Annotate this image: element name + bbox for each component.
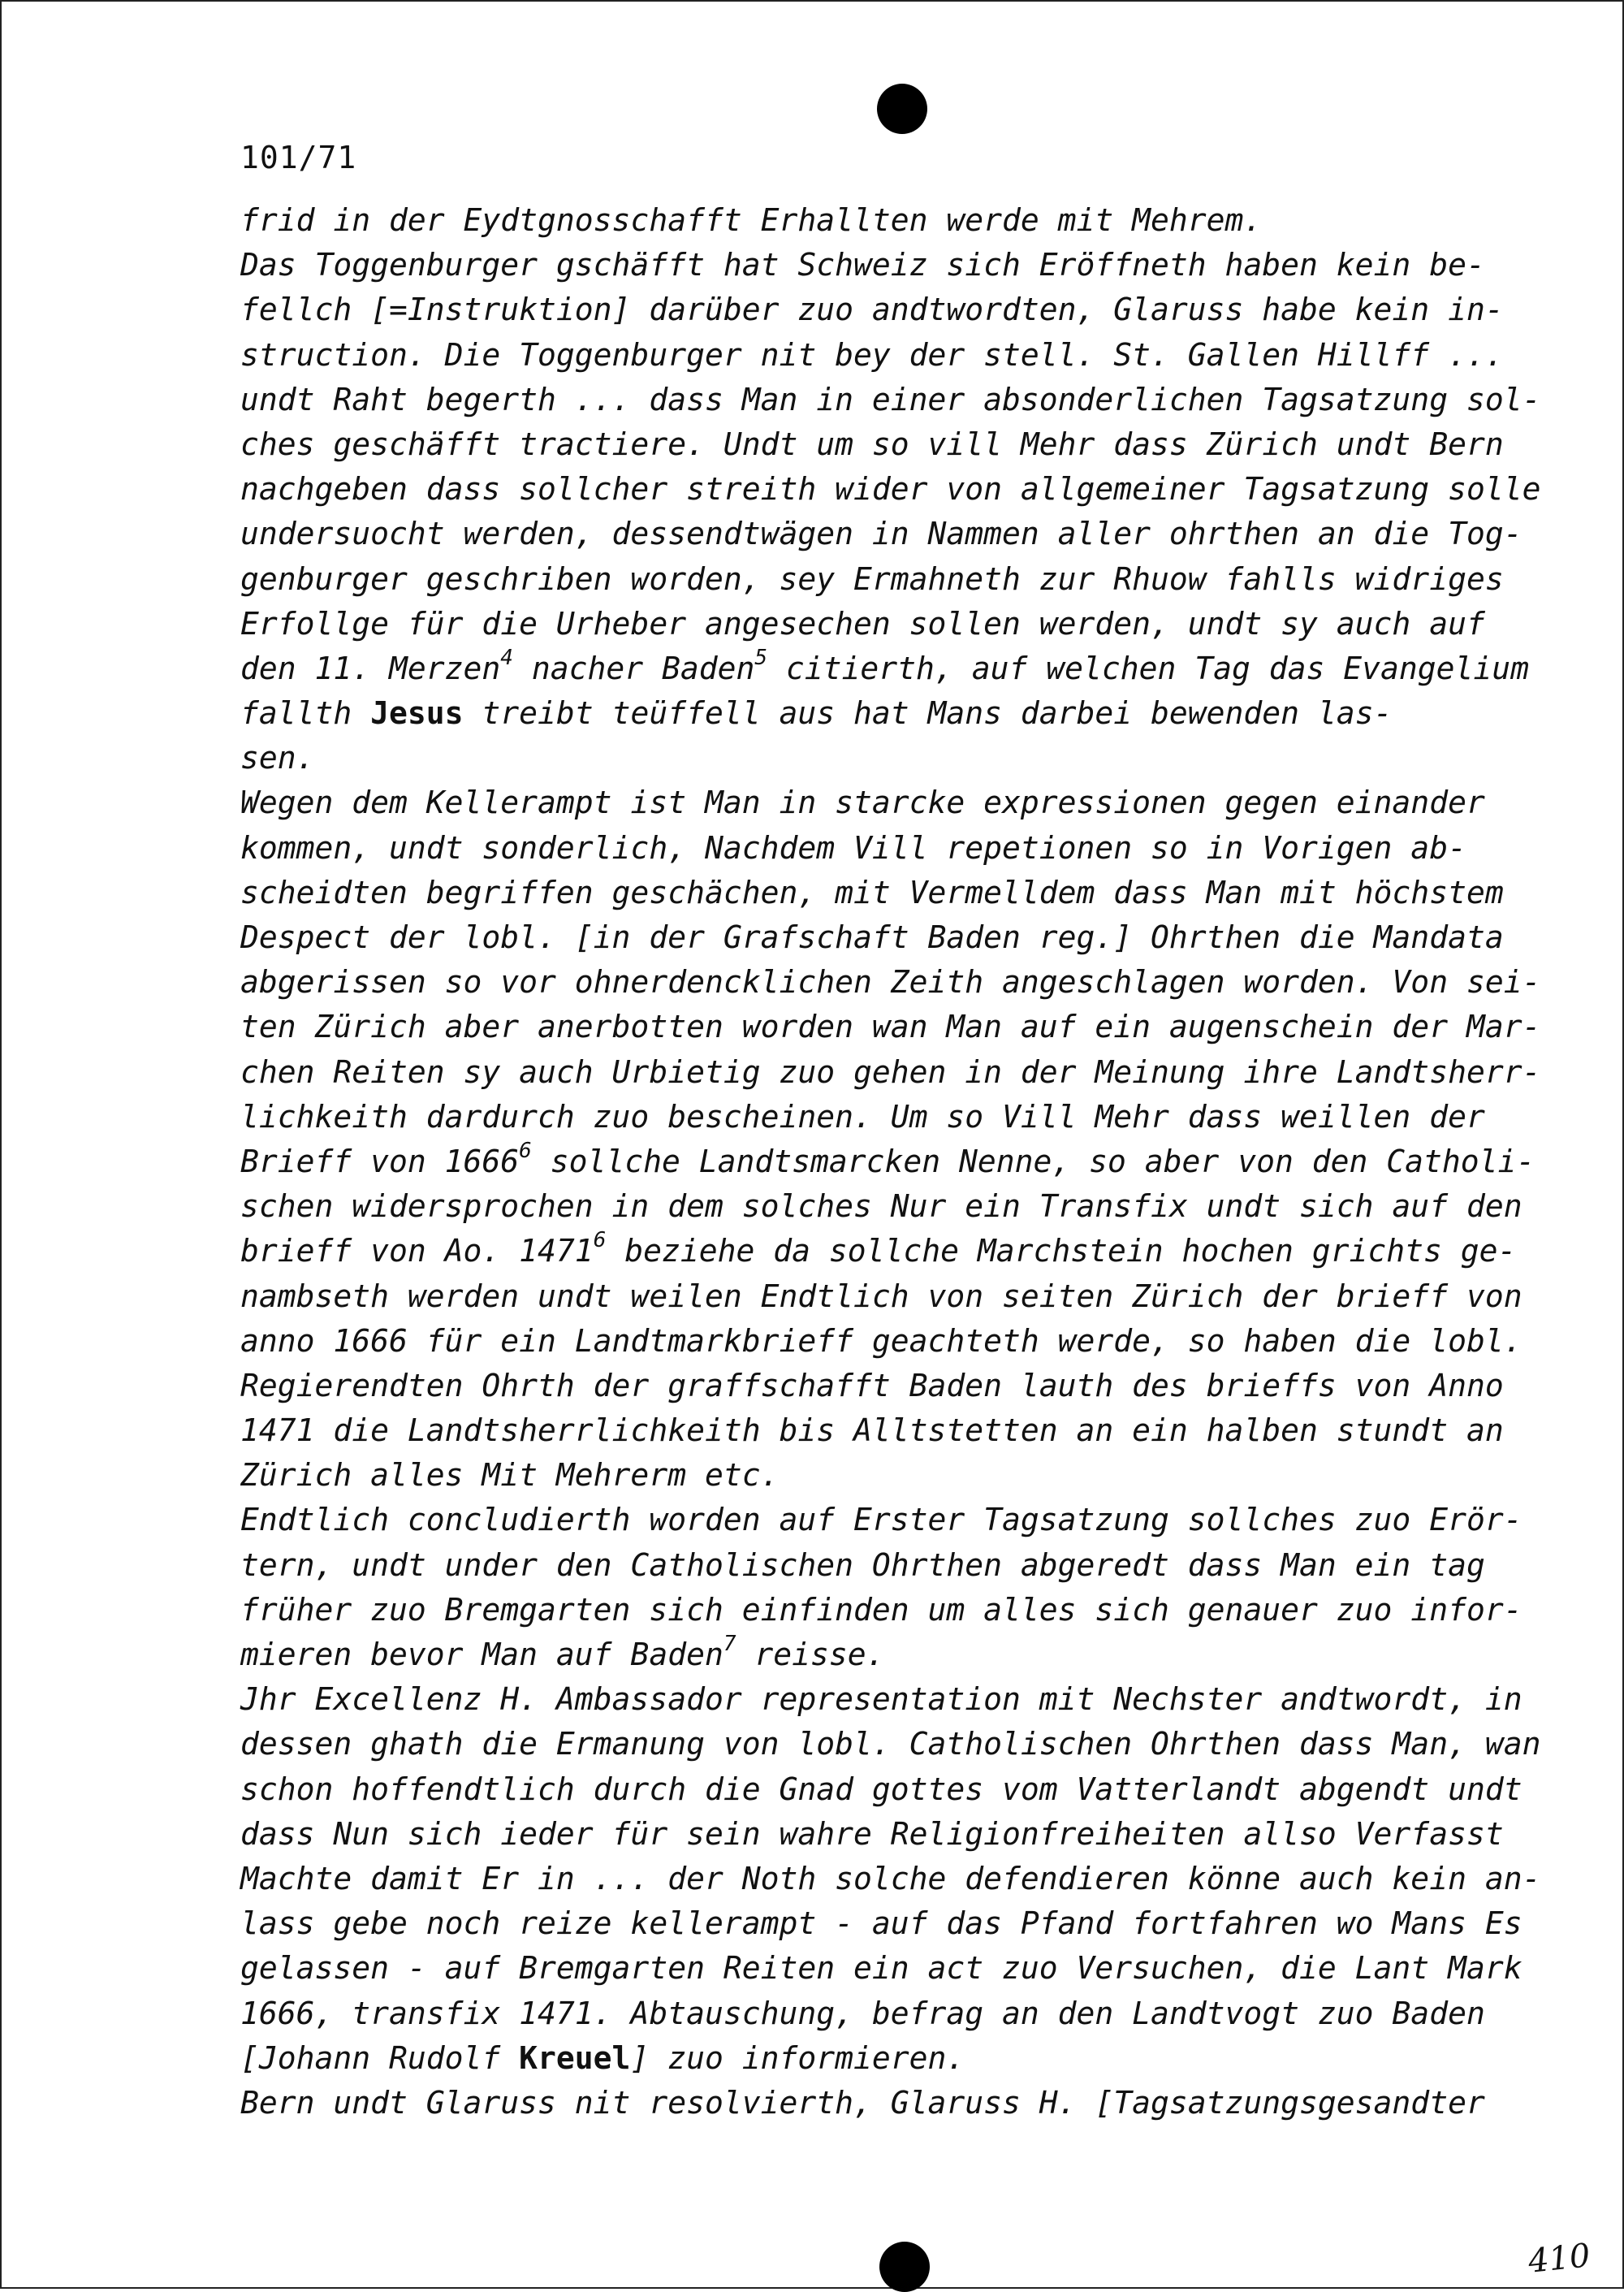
text-line: Zürich alles Mit Mehrerm etc. bbox=[240, 1457, 780, 1494]
text-line: gelassen - auf Bremgarten Reiten ein act zuo Versuchen, die Lant Mark bbox=[240, 1950, 1522, 1987]
text-line: den 11. Merzen$^4$ nacher Baden$^5$ citierth, auf welchen Tag das Evangelium bbox=[240, 645, 1530, 686]
text-line: ches geschäfft tractiere. Undt um so vill Mehr dass Zürich undt Bern bbox=[240, 426, 1504, 462]
text-line: fellch [=Instruktion] darüber zuo andtwordten, Glaruss habe kein in- bbox=[240, 292, 1504, 328]
text-line: mieren bevor Man auf Baden$^7$ reisse. bbox=[240, 1631, 885, 1672]
footnote-ref: 4 bbox=[500, 645, 513, 670]
text-line: Machte damit Er in ... der Noth solche defendieren könne auch kein an- bbox=[240, 1860, 1541, 1896]
text-line: Regierendten Ohrth der graffschafft Baden lauth des brieffs von Anno bbox=[240, 1367, 1504, 1403]
text-line: abgerissen so vor ohnerdencklichen Zeith angeschlagen worden. Von sei- bbox=[240, 964, 1541, 1001]
text-line: Jhr Excellenz H. Ambassador representation mit Nechster andtwordt, in bbox=[240, 1681, 1522, 1718]
text-line: ten Zürich aber anerbotten worden wan Man auf ein augenschein der Mar- bbox=[240, 1009, 1541, 1045]
punch-hole-bottom bbox=[879, 2242, 930, 2292]
text-line: nambseth werden undt weilen Endtlich von seiten Zürich der brieff von bbox=[240, 1278, 1522, 1314]
bold-name: Kreuel bbox=[519, 2039, 631, 2076]
text-line: Bern undt Glaruss nit resolvierth, Glaruss H. [Tagsatzungsgesandter bbox=[240, 2084, 1485, 2121]
page-reference: 101/71 bbox=[240, 140, 357, 175]
text-line: schen widersprochen in dem solches Nur ein Transfix undt sich auf den bbox=[240, 1188, 1522, 1225]
text-line: brieff von Ao. 1471$^6$ beziehe da sollche Marchstein hochen grichts ge- bbox=[240, 1228, 1517, 1269]
text-line: Wegen dem Kellerampt ist Man in starcke expressionen gegen einander bbox=[240, 785, 1485, 821]
punch-hole-top bbox=[877, 84, 927, 134]
text-line: tern, undt under den Catholischen Ohrthen abgeredt dass Man ein tag bbox=[240, 1546, 1485, 1583]
bold-name: Jesus bbox=[370, 695, 464, 732]
text-line: lass gebe noch reize kellerampt - auf das Pfand fortfahren wo Mans Es bbox=[240, 1905, 1522, 1942]
text-line: 1666, transfix 1471. Abtauschung, befrag an den Landtvogt zuo Baden bbox=[240, 1995, 1485, 2031]
text-line: scheidten begriffen geschächen, mit Vermelldem dass Man mit höchstem bbox=[240, 874, 1504, 910]
text-line: frid in der Eydtgnosschafft Erhallten werde mit Mehrem. bbox=[240, 202, 1263, 238]
text-line: dessen ghath die Ermanung von lobl. Catholischen Ohrthen dass Man, wan bbox=[240, 1726, 1541, 1762]
text-line: lichkeith dardurch zuo bescheinen. Um so Vill Mehr dass weillen der bbox=[240, 1098, 1485, 1135]
footnote-ref: 5 bbox=[754, 645, 768, 670]
text-line: genburger geschriben worden, sey Ermahneth zur Rhuow fahlls widriges bbox=[240, 560, 1504, 597]
text-line: 1471 die Landtsherrlichkeith bis Alltstetten an ein halben stundt an bbox=[240, 1412, 1504, 1449]
text-line: undt Raht begerth ... dass Man in einer absonderlichen Tagsatzung sol- bbox=[240, 381, 1541, 417]
text-line: Das Toggenburger gschäfft hat Schweiz sich Eröffneth haben kein be- bbox=[240, 247, 1485, 283]
text-line: dass Nun sich ieder für sein wahre Religionfreiheiten allso Verfasst bbox=[240, 1815, 1504, 1852]
text-line: anno 1666 für ein Landtmarkbrieff geachteth werde, so haben die lobl. bbox=[240, 1322, 1522, 1359]
text-line: struction. Die Toggenburger nit bey der stell. St. Gallen Hillff ... bbox=[240, 336, 1504, 373]
text-line: Endtlich concludierth worden auf Erster Tagsatzung sollches zuo Erör- bbox=[240, 1502, 1522, 1538]
footnote-ref: 6 bbox=[519, 1138, 532, 1163]
text-line: Brieff von 1666$^6$ sollche Landtsmarcken Nenne, so aber von den Catholi- bbox=[240, 1138, 1535, 1179]
text-line: Despect der lobl. [in der Grafschaft Baden reg.] Ohrthen die Mandata bbox=[240, 919, 1504, 955]
text-line: kommen, undt sonderlich, Nachdem Vill repetionen so in Vorigen ab- bbox=[240, 829, 1466, 866]
text-line: undersuocht werden, dessendtwägen in Nammen aller ohrthen an die Tog- bbox=[240, 516, 1522, 552]
text-line: Erfollge für die Urheber angesechen sollen werden, undt sy auch auf bbox=[240, 605, 1485, 642]
text-line: sen. bbox=[240, 740, 315, 776]
text-line: schon hoffendtlich durch die Gnad gottes vom Vatterlandt abgendt undt bbox=[240, 1771, 1522, 1807]
text-line: früher zuo Bremgarten sich einfinden um alles sich genauer zuo infor- bbox=[240, 1591, 1522, 1628]
text-line: chen Reiten sy auch Urbietig zuo gehen in der Meinung ihre Landtsherr- bbox=[240, 1053, 1541, 1090]
footnote-ref: 6 bbox=[593, 1228, 607, 1253]
document-body bbox=[240, 198, 1541, 2126]
handwritten-folio-number: 410 bbox=[1526, 2237, 1592, 2281]
text-line: fallth Jesus treibt teüffell aus hat Mans darbei bewenden las- bbox=[240, 695, 1393, 732]
text-line: nachgeben dass sollcher streith wider von allgemeiner Tagsatzung solle bbox=[240, 471, 1541, 508]
text-line: [Johann Rudolf Kreuel] zuo informieren. bbox=[240, 2039, 965, 2076]
footnote-ref: 7 bbox=[723, 1631, 736, 1656]
